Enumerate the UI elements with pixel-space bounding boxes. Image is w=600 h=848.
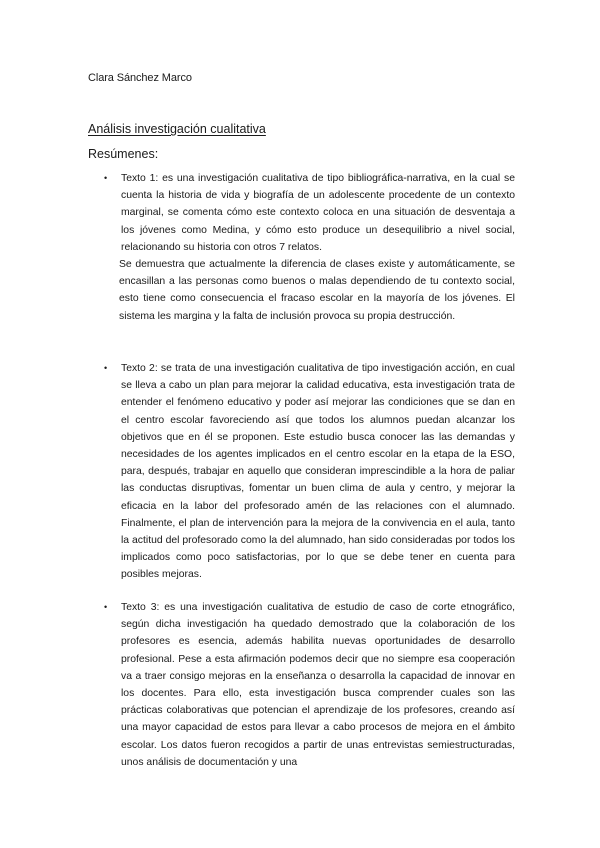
document-title: Análisis investigación cualitativa <box>88 122 266 136</box>
summary-paragraph: Texto 2: se trata de una investigación cualitativa de tipo investigación acción, en cual se lleva a cabo un plan para mejorar la calidad educativa, esta investigación trata de entender el fenómeno educativo y poder así mejorar las condiciones que se dan en el centro escolar favoreciendo así que todos los alumnos puedan alcanzar los objetivos que en él se proponen. Este estudio busca conocer las las demandas y necesidades de los agentes implicados en el centro escolar en la etapa de la ESO, para, después, trabajar en aquello que consideran imprescindible a la hora de paliar las conductas disruptivas, fomentar un buen clima de aula y centro, y mejorar la eficacia en la labor del profesorado amén de las relaciones con el alumnado. Finalmente, el plan de intervención para la mejora de la convivencia en el aula, tanto la actitud del profesorado como la del alumnado, han sido consideradas por todos los implicados como poco satisfactorias, por lo que se debe tener en cuenta para posibles mejoras. <box>121 363 515 581</box>
section-heading: Resúmenes: <box>88 147 159 161</box>
bullet-icon: • <box>104 173 108 183</box>
summary-paragraph: Texto 1: es una investigación cualitativa de tipo bibliográfica-narrativa, en la cual se cuenta la historia de vida y biografía de un adolescente procedente de un contexto marginal, se comenta cómo este contexto coloca en una situación de desventaja a los jóvenes como Medina, y cómo esto produce un desequilibrio a nivel social, relacionando su historia con otros 7 relatos. <box>121 173 515 253</box>
bullet-icon: • <box>104 363 108 373</box>
summary-paragraph: Se demuestra que actualmente la diferencia de clases existe y automáticamente, se encasillan a las personas como buenos o malas dependiendo de tu contexto social, esto tiene como consecuencia el fracaso escolar en la mayoría de los jóvenes. El sistema les margina y la falta de inclusión provoca su propia destrucción. <box>119 259 515 322</box>
bullet-icon: • <box>104 602 108 612</box>
summary-paragraph: Texto 3: es una investigación cualitativa de estudio de caso de corte etnográfico, según dicha investigación ha quedado demostrado que la colaboración de los profesores es esencia, además habilita nuevas oportunidades de desarrollo profesional. Pese a esta afirmación podemos decir que no siempre esa cooperación va a traer consigo mejoras en la enseñanza o desarrolla la capacidad de innovar en los docentes. Para ello, esta investigación busca comprender cuales son las prácticas colaborativas que potencian el aprendizaje de los profesores, creando así una mayor capacidad de estos para llevar a cabo procesos de mejora en el ámbito escolar. Los datos fueron recogidos a partir de unas entrevistas semiestructuradas, unos análisis de documentación y una <box>121 602 515 768</box>
summary-item-1 <box>104 170 515 325</box>
summary-item-2 <box>104 360 515 584</box>
author-name: Clara Sánchez Marco <box>88 72 192 84</box>
summary-item-3 <box>104 599 515 771</box>
